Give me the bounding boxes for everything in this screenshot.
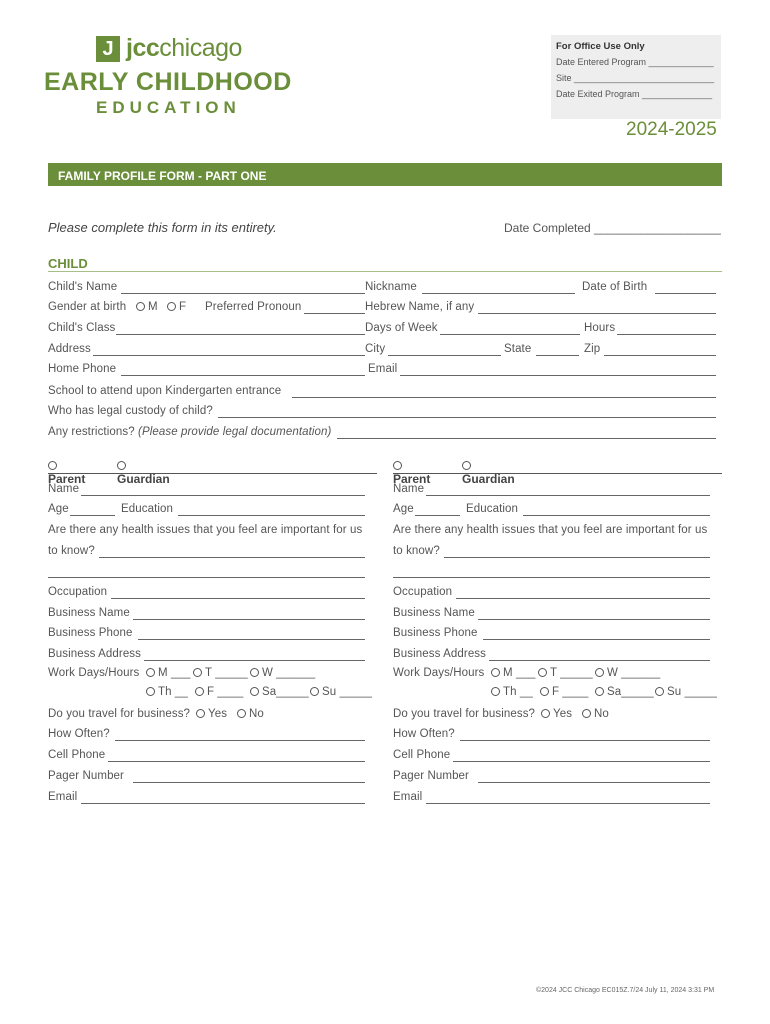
- date-completed-field[interactable]: Date Completed ___________________: [504, 221, 721, 235]
- occupation-label: Occupation: [393, 586, 453, 598]
- radio-circle-icon: [136, 302, 145, 311]
- day-w-checkbox[interactable]: W ______: [595, 667, 660, 679]
- business-address-label: Business Address: [48, 648, 142, 660]
- guardian-email-input[interactable]: [81, 803, 365, 804]
- name-input[interactable]: [81, 495, 365, 496]
- form-title: FAMILY PROFILE FORM - PART ONE: [58, 169, 267, 183]
- day-t-checkbox[interactable]: T _____: [193, 667, 248, 679]
- to-know-label: to know?: [393, 545, 440, 557]
- address-input[interactable]: [93, 355, 365, 356]
- name-label: Name: [48, 483, 80, 495]
- restrictions-input[interactable]: [337, 438, 716, 439]
- gender-m-radio[interactable]: M: [136, 301, 158, 313]
- dob-input[interactable]: [655, 293, 716, 294]
- business-name-label: Business Name: [48, 607, 130, 619]
- checkbox-circle-icon: [310, 687, 319, 696]
- guardian-email-input[interactable]: [426, 803, 710, 804]
- checkbox-circle-icon: [250, 668, 259, 677]
- radio-circle-icon: [196, 709, 205, 718]
- radio-circle-icon: [393, 461, 402, 470]
- zip-label: Zip: [584, 343, 601, 355]
- address-label: Address: [48, 343, 91, 355]
- travel-yes-radio[interactable]: Yes: [541, 708, 572, 720]
- school-label: School to attend upon Kindergarten entrance: [48, 385, 282, 397]
- health-input-line2[interactable]: [48, 577, 365, 578]
- occupation-input[interactable]: [111, 598, 365, 599]
- travel-yes-radio[interactable]: Yes: [196, 708, 227, 720]
- hebrew-name-input[interactable]: [478, 313, 716, 314]
- city-input[interactable]: [388, 355, 501, 356]
- office-use-title: For Office Use Only: [556, 41, 645, 52]
- section-divider: [48, 271, 722, 272]
- health-input-line2[interactable]: [393, 577, 710, 578]
- guardian-email-label: Email: [48, 791, 78, 803]
- day-f-checkbox[interactable]: F ____: [195, 686, 243, 698]
- work-days-label: Work Days/Hours: [48, 667, 140, 679]
- business-phone-input[interactable]: [138, 639, 365, 640]
- age-input[interactable]: [415, 515, 460, 516]
- date-entered-program[interactable]: Date Entered Program _____________: [556, 57, 714, 67]
- school-year: 2024-2025: [626, 119, 717, 140]
- form-banner: [48, 163, 722, 186]
- jcc-chicago-logo-text: jccchicago: [126, 34, 242, 62]
- restrictions-label: Any restrictions? (Please provide legal documentation): [48, 426, 332, 438]
- radio-circle-icon: [582, 709, 591, 718]
- day-sa-checkbox[interactable]: Sa_____: [595, 686, 654, 698]
- checkbox-circle-icon: [491, 668, 500, 677]
- home-phone-label: Home Phone: [48, 363, 117, 375]
- day-su-checkbox[interactable]: Su _____: [310, 686, 372, 698]
- cell-phone-label: Cell Phone: [48, 749, 106, 761]
- travel-no-radio[interactable]: No: [237, 708, 264, 720]
- childs-class-input[interactable]: [116, 334, 365, 335]
- pronoun-label: Preferred Pronoun: [205, 301, 302, 313]
- age-label: Age: [393, 503, 414, 515]
- age-input[interactable]: [70, 515, 115, 516]
- jcc-logo-mark: J: [96, 36, 120, 62]
- checkbox-circle-icon: [595, 687, 604, 696]
- pager-label: Pager Number: [393, 770, 469, 782]
- child-email-input[interactable]: [400, 375, 716, 376]
- to-know-label: to know?: [48, 545, 95, 557]
- health-input[interactable]: [99, 557, 365, 558]
- guardian-divider: [393, 473, 722, 474]
- education-label: Education: [121, 503, 174, 515]
- travel-label: Do you travel for business?: [393, 708, 536, 720]
- business-name-input[interactable]: [133, 619, 365, 620]
- date-exited-program[interactable]: Date Exited Program ______________: [556, 89, 713, 99]
- cell-phone-input[interactable]: [453, 761, 710, 762]
- work-days-label: Work Days/Hours: [393, 667, 485, 679]
- radio-circle-icon: [541, 709, 550, 718]
- checkbox-circle-icon: [595, 668, 604, 677]
- dob-label: Date of Birth: [582, 281, 648, 293]
- health-label: Are there any health issues that you feel are important for us: [48, 524, 363, 536]
- days-of-week-label: Days of Week: [365, 322, 438, 334]
- childs-name-input[interactable]: [121, 293, 365, 294]
- parent-radio[interactable]: Parent: [48, 458, 85, 486]
- age-label: Age: [48, 503, 69, 515]
- checkbox-circle-icon: [538, 668, 547, 677]
- checkbox-circle-icon: [146, 668, 155, 677]
- cell-phone-label: Cell Phone: [393, 749, 451, 761]
- business-name-input[interactable]: [478, 619, 710, 620]
- city-label: City: [365, 343, 386, 355]
- zip-input[interactable]: [604, 355, 716, 356]
- business-address-input[interactable]: [144, 660, 365, 661]
- business-phone-label: Business Phone: [393, 627, 478, 639]
- travel-no-radio[interactable]: No: [582, 708, 609, 720]
- business-phone-input[interactable]: [483, 639, 710, 640]
- day-w-checkbox[interactable]: W ______: [250, 667, 315, 679]
- checkbox-circle-icon: [655, 687, 664, 696]
- site-field[interactable]: Site ____________________________: [556, 73, 715, 83]
- early-childhood-title: EARLY CHILDHOOD: [44, 68, 292, 96]
- custody-label: Who has legal custody of child?: [48, 405, 213, 417]
- childs-name-label: Child's Name: [48, 281, 118, 293]
- pager-input[interactable]: [478, 782, 710, 783]
- nickname-input[interactable]: [422, 293, 575, 294]
- radio-circle-icon: [462, 461, 471, 470]
- business-phone-label: Business Phone: [48, 627, 133, 639]
- how-often-label: How Often?: [393, 728, 455, 740]
- childs-class-label: Child's Class: [48, 322, 116, 334]
- state-input[interactable]: [536, 355, 579, 356]
- radio-circle-icon: [237, 709, 246, 718]
- how-often-input[interactable]: [460, 740, 710, 741]
- school-input[interactable]: [292, 397, 716, 398]
- how-often-label: How Often?: [48, 728, 110, 740]
- cell-phone-input[interactable]: [108, 761, 365, 762]
- gender-label: Gender at birth: [48, 301, 127, 313]
- guardian-divider: [48, 473, 377, 474]
- checkbox-circle-icon: [250, 687, 259, 696]
- hours-input[interactable]: [617, 334, 716, 335]
- checkbox-circle-icon: [195, 687, 204, 696]
- checkbox-circle-icon: [491, 687, 500, 696]
- health-input[interactable]: [444, 557, 710, 558]
- radio-circle-icon: [48, 461, 57, 470]
- home-phone-input[interactable]: [121, 375, 365, 376]
- office-use-box: [551, 35, 721, 119]
- health-label: Are there any health issues that you feel are important for us: [393, 524, 708, 536]
- radio-circle-icon: [117, 461, 126, 470]
- parent-radio[interactable]: Parent: [393, 458, 430, 486]
- business-address-input[interactable]: [489, 660, 710, 661]
- guardian-radio[interactable]: Guardian: [117, 458, 170, 486]
- pager-input[interactable]: [133, 782, 365, 783]
- day-t-checkbox[interactable]: T _____: [538, 667, 593, 679]
- state-label: State: [504, 343, 532, 355]
- education-label: Education: [466, 503, 519, 515]
- education-input[interactable]: [178, 515, 365, 516]
- footer-copyright: ©2024 JCC Chicago EC015Z.7/24 July 11, 2024 3:31 PM: [536, 987, 715, 994]
- checkbox-circle-icon: [146, 687, 155, 696]
- business-address-label: Business Address: [393, 648, 487, 660]
- day-f-checkbox[interactable]: F ____: [540, 686, 588, 698]
- guardian-radio[interactable]: Guardian: [462, 458, 515, 486]
- radio-circle-icon: [167, 302, 176, 311]
- hours-label: Hours: [584, 322, 616, 334]
- education-input[interactable]: [523, 515, 710, 516]
- day-th-checkbox[interactable]: Th __: [491, 686, 533, 698]
- custody-input[interactable]: [218, 417, 716, 418]
- day-su-checkbox[interactable]: Su _____: [655, 686, 717, 698]
- occupation-label: Occupation: [48, 586, 108, 598]
- guardian-email-label: Email: [393, 791, 423, 803]
- business-name-label: Business Name: [393, 607, 475, 619]
- hebrew-name-label: Hebrew Name, if any: [365, 301, 475, 313]
- day-m-checkbox[interactable]: M ___: [491, 667, 535, 679]
- education-title: EDUCATION: [96, 98, 241, 117]
- travel-label: Do you travel for business?: [48, 708, 191, 720]
- day-th-checkbox[interactable]: Th __: [146, 686, 188, 698]
- name-label: Name: [393, 483, 425, 495]
- child-email-label: Email: [368, 363, 398, 375]
- pronoun-input[interactable]: [304, 313, 365, 314]
- days-of-week-input[interactable]: [440, 334, 580, 335]
- day-m-checkbox[interactable]: M ___: [146, 667, 190, 679]
- child-section-title: CHILD: [48, 256, 88, 271]
- how-often-input[interactable]: [115, 740, 365, 741]
- occupation-input[interactable]: [456, 598, 710, 599]
- day-sa-checkbox[interactable]: Sa_____: [250, 686, 309, 698]
- instruction-text: Please complete this form in its entirety.: [48, 220, 277, 235]
- nickname-label: Nickname: [365, 281, 417, 293]
- checkbox-circle-icon: [193, 668, 202, 677]
- gender-f-radio[interactable]: F: [167, 301, 186, 313]
- name-input[interactable]: [426, 495, 710, 496]
- pager-label: Pager Number: [48, 770, 124, 782]
- checkbox-circle-icon: [540, 687, 549, 696]
